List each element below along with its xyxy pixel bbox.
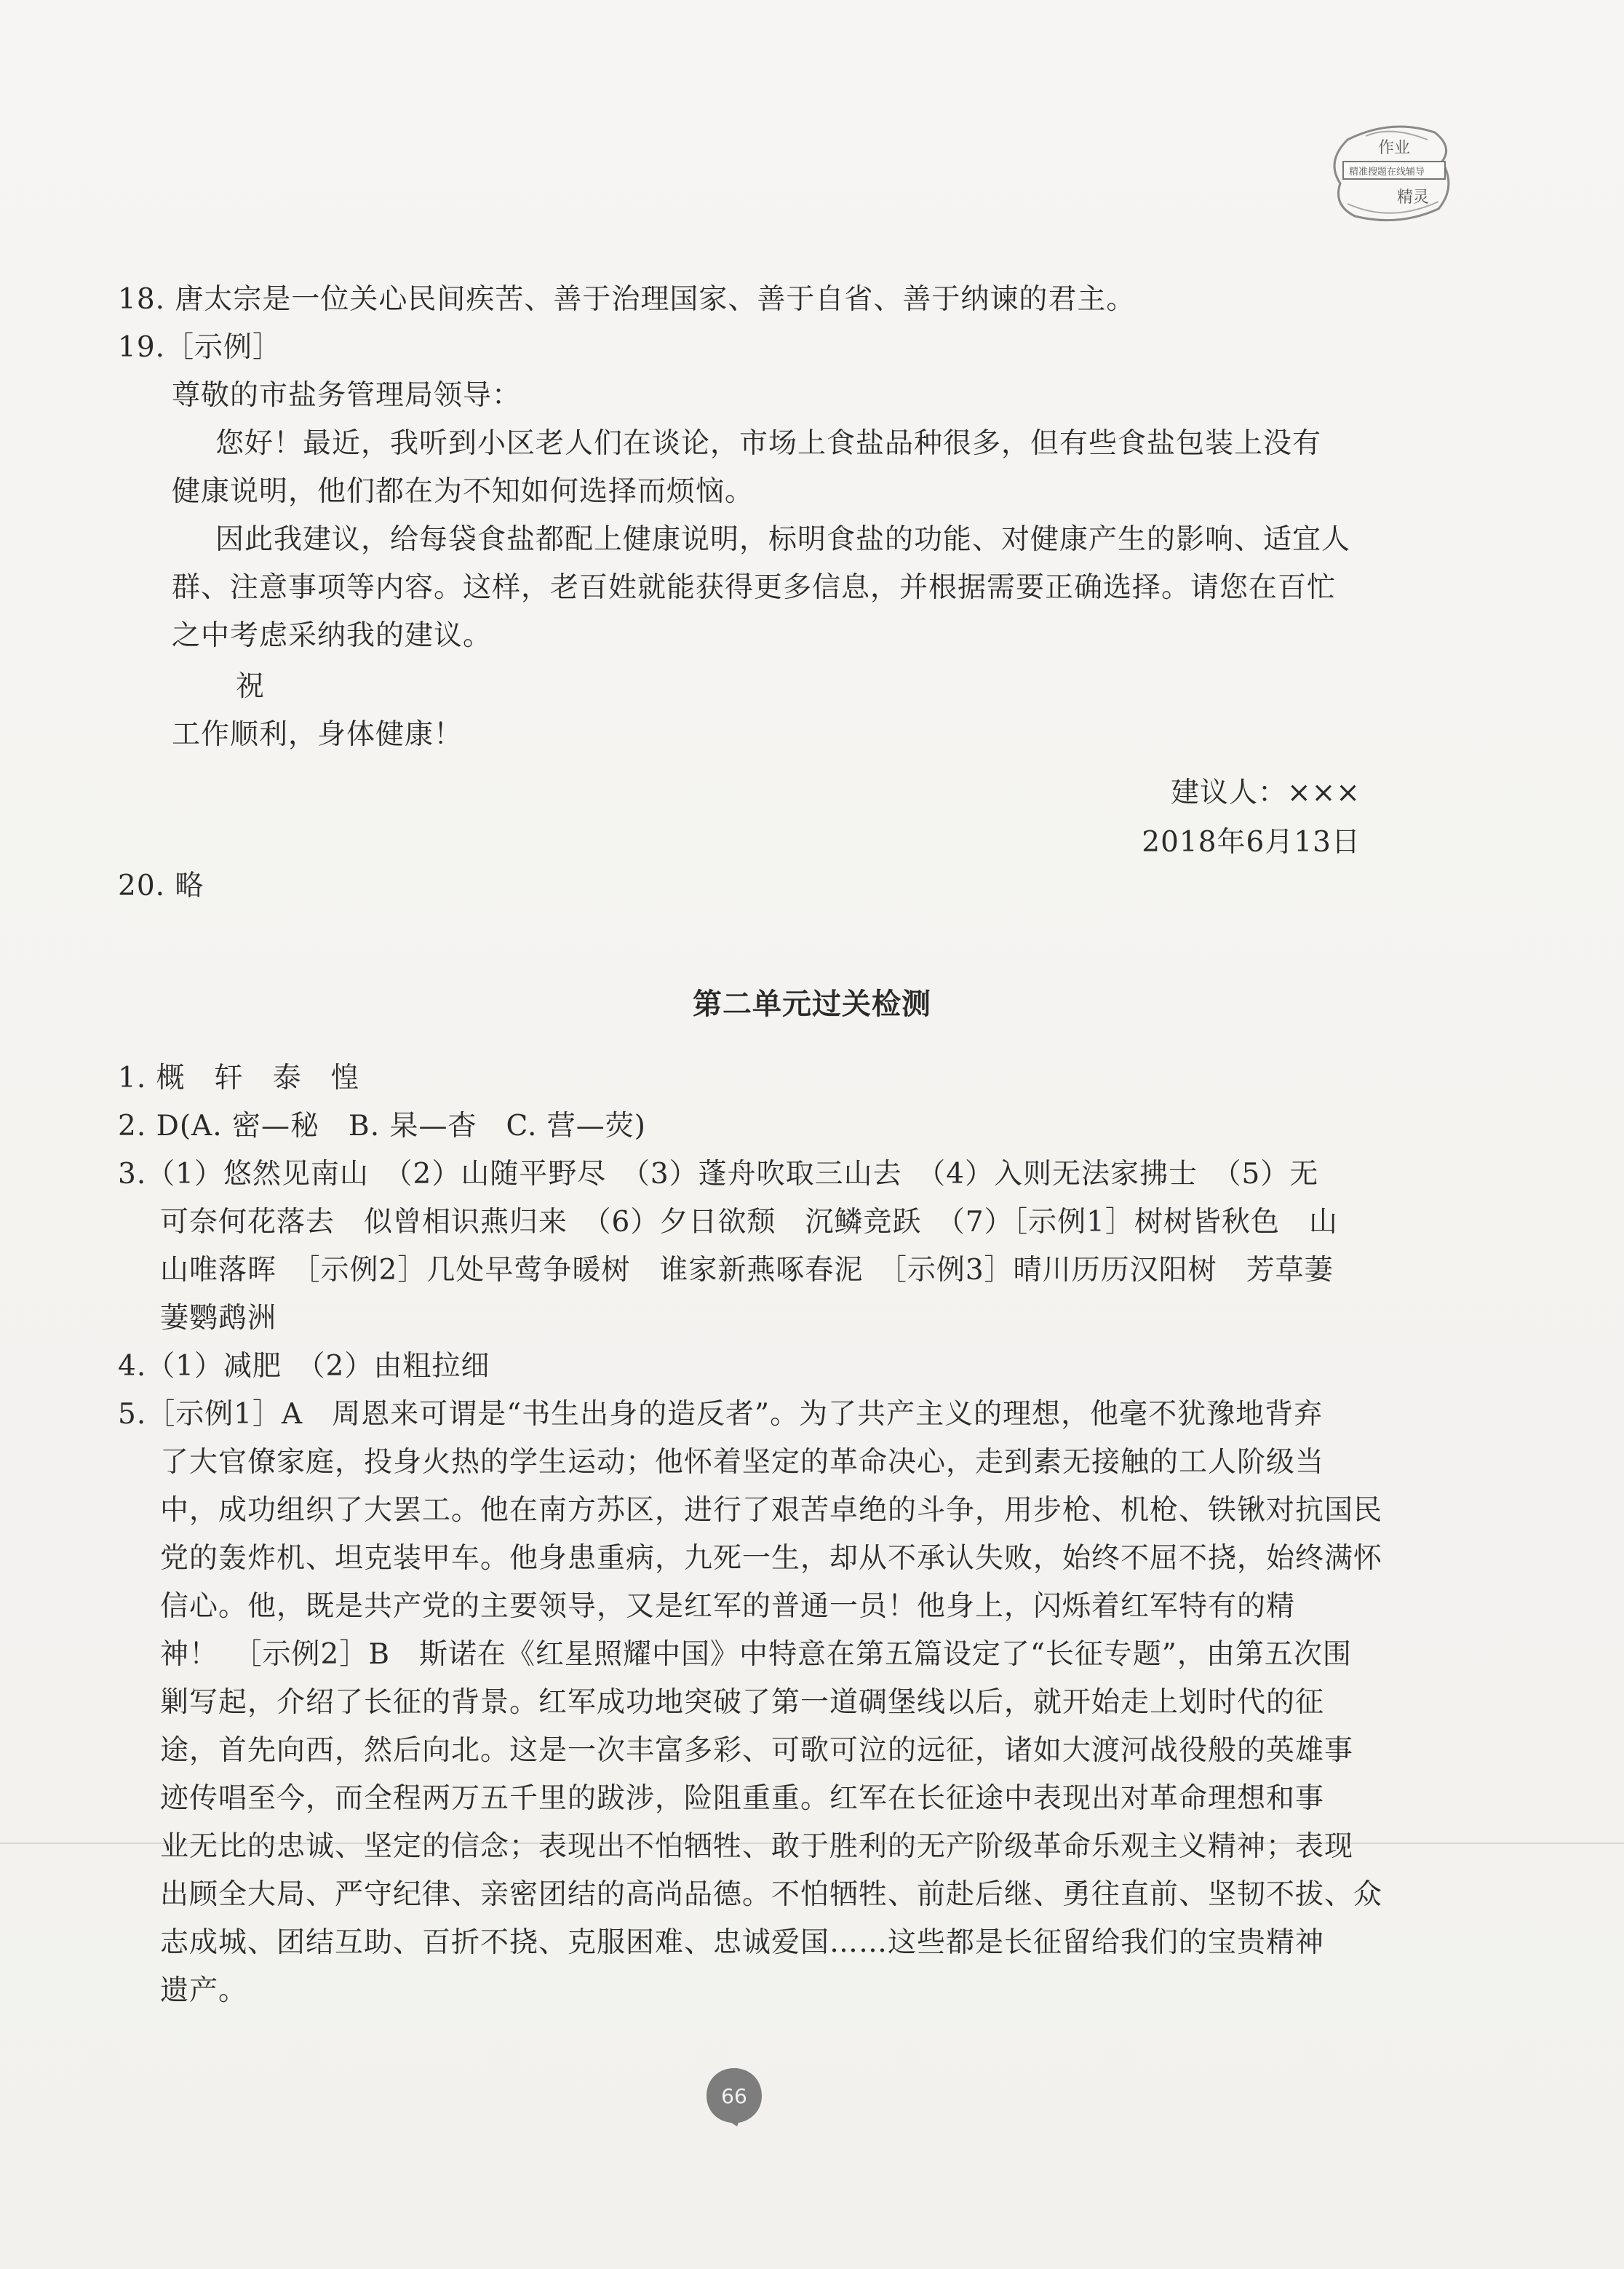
letter-salutation: 尊敬的市盐务管理局领导： <box>172 379 522 412</box>
page-fold-line <box>0 1843 1624 1844</box>
answer-5-line5: 信心。他，既是共产党的主要领导，又是红军的普通一员！他身上，闪烁着红军特有的精 <box>160 1590 1296 1623</box>
answer-5-line10: 业无比的忠诚、坚定的信念；表现出不怕牺牲、敢于胜利的无产阶级革命乐观主义精神；表现 <box>160 1830 1354 1863</box>
letter-close-zhu: 祝 <box>236 670 266 703</box>
answer-5-line1: 5.［示例1］A 周恩来可谓是“书生出身的造反者”。为了共产主义的理想，他毫不犹豫地背弃 <box>118 1398 1324 1431</box>
letter-p2-line2: 群、注意事项等内容。这样，老百姓就能获得更多信息，并根据需要正确选择。请您在百忙 <box>172 571 1337 604</box>
answer-4: 4.（1）减肥 （2）由粗拉细 <box>118 1350 490 1383</box>
logo-stamp <box>1326 118 1457 229</box>
answer-5-line13: 遗产。 <box>160 1974 248 2007</box>
letter-signer: 建议人：××× <box>1170 776 1361 809</box>
answer-5-line11: 出顾全大局、严守纪律、亲密团结的高尚品德。不怕牺牲、前赴后继、勇往直前、坚韧不拔、众 <box>160 1878 1383 1911</box>
answer-5-line4: 党的轰炸机、坦克装甲车。他身患重病，九死一生，却从不承认失败，始终不屈不挠，始终满怀 <box>160 1542 1383 1575</box>
page-number: 66 <box>721 2084 747 2108</box>
letter-close-wish: 工作顺利，身体健康！ <box>172 718 463 751</box>
letter-p2-line3: 之中考虑采纳我的建议。 <box>172 619 493 652</box>
page-number-badge <box>704 2065 765 2126</box>
answer-5-line8: 途，首先向西，然后向北。这是一次丰富多彩、可歌可泣的远征，诸如大渡河战役般的英雄事 <box>160 1734 1354 1767</box>
logo-middle-text: 精准搜题在线辅导 <box>1349 167 1425 178</box>
answer-5-line6: 神！ ［示例2］B 斯诺在《红星照耀中国》中特意在第五篇设定了“长征专题”，由第五次围 <box>160 1638 1352 1671</box>
letter-date: 2018年6月13日 <box>1142 826 1361 859</box>
logo-top-text: 作业 <box>1378 139 1411 157</box>
section-title: 第二单元过关检测 <box>693 987 931 1021</box>
answer-3-line2: 可奈何花落去 似曾相识燕归来 （6）夕日欲颓 沉鳞竞跃 （7）［示例1］树树皆秋色 山 <box>160 1206 1338 1239</box>
letter-p1-line1: 您好！最近，我听到小区老人们在谈论，市场上食盐品种很多，但有些食盐包装上没有 <box>215 427 1322 460</box>
answer-5-line2: 了大官僚家庭，投身火热的学生运动；他怀着坚定的革命决心，走到素无接触的工人阶级当 <box>160 1446 1325 1479</box>
answer-3-line4: 萋鹦鹉洲 <box>160 1302 277 1335</box>
answer-19-head: 19.［示例］ <box>118 331 282 364</box>
answer-5-line3: 中，成功组织了大罢工。他在南方苏区，进行了艰苦卓绝的斗争，用步枪、机枪、铁锹对抗国民 <box>160 1494 1383 1527</box>
answer-20: 20. 略 <box>118 870 204 902</box>
answer-18: 18. 唐太宗是一位关心民间疾苦、善于治理国家、善于自省、善于纳谏的君主。 <box>118 283 1136 316</box>
answer-5-line9: 迹传唱至今，而全程两万五千里的跋涉，险阻重重。红军在长征途中表现出对革命理想和事 <box>160 1782 1325 1815</box>
answer-2: 2. D(A. 密—秘 B. 杲—杳 C. 营—荧) <box>118 1110 646 1143</box>
answer-1: 1. 概 轩 泰 惶 <box>118 1062 360 1094</box>
answer-5-line12: 志成城、团结互助、百折不挠、克服困难、忠诚爱国……这些都是长征留给我们的宝贵精神 <box>160 1926 1325 1959</box>
letter-p1-line2: 健康说明，他们都在为不知如何选择而烦恼。 <box>172 475 755 508</box>
answer-5-line7: 剿写起，介绍了长征的背景。红军成功地突破了第一道碉堡线以后，就开始走上划时代的征 <box>160 1686 1325 1719</box>
answer-3-line1: 3.（1）悠然见南山 （2）山随平野尽 （3）蓬舟吹取三山去 （4）入则无法家拂士 （5）无 <box>118 1158 1319 1191</box>
letter-p2-line1: 因此我建议，给每袋食盐都配上健康说明，标明食盐的功能、对健康产生的影响、适宜人 <box>215 523 1351 556</box>
logo-bottom-text: 精灵 <box>1397 188 1430 207</box>
answer-3-line3: 山唯落晖 ［示例2］几处早莺争暖树 谁家新燕啄春泥 ［示例3］晴川历历汉阳树 芳草萋 <box>160 1254 1334 1287</box>
